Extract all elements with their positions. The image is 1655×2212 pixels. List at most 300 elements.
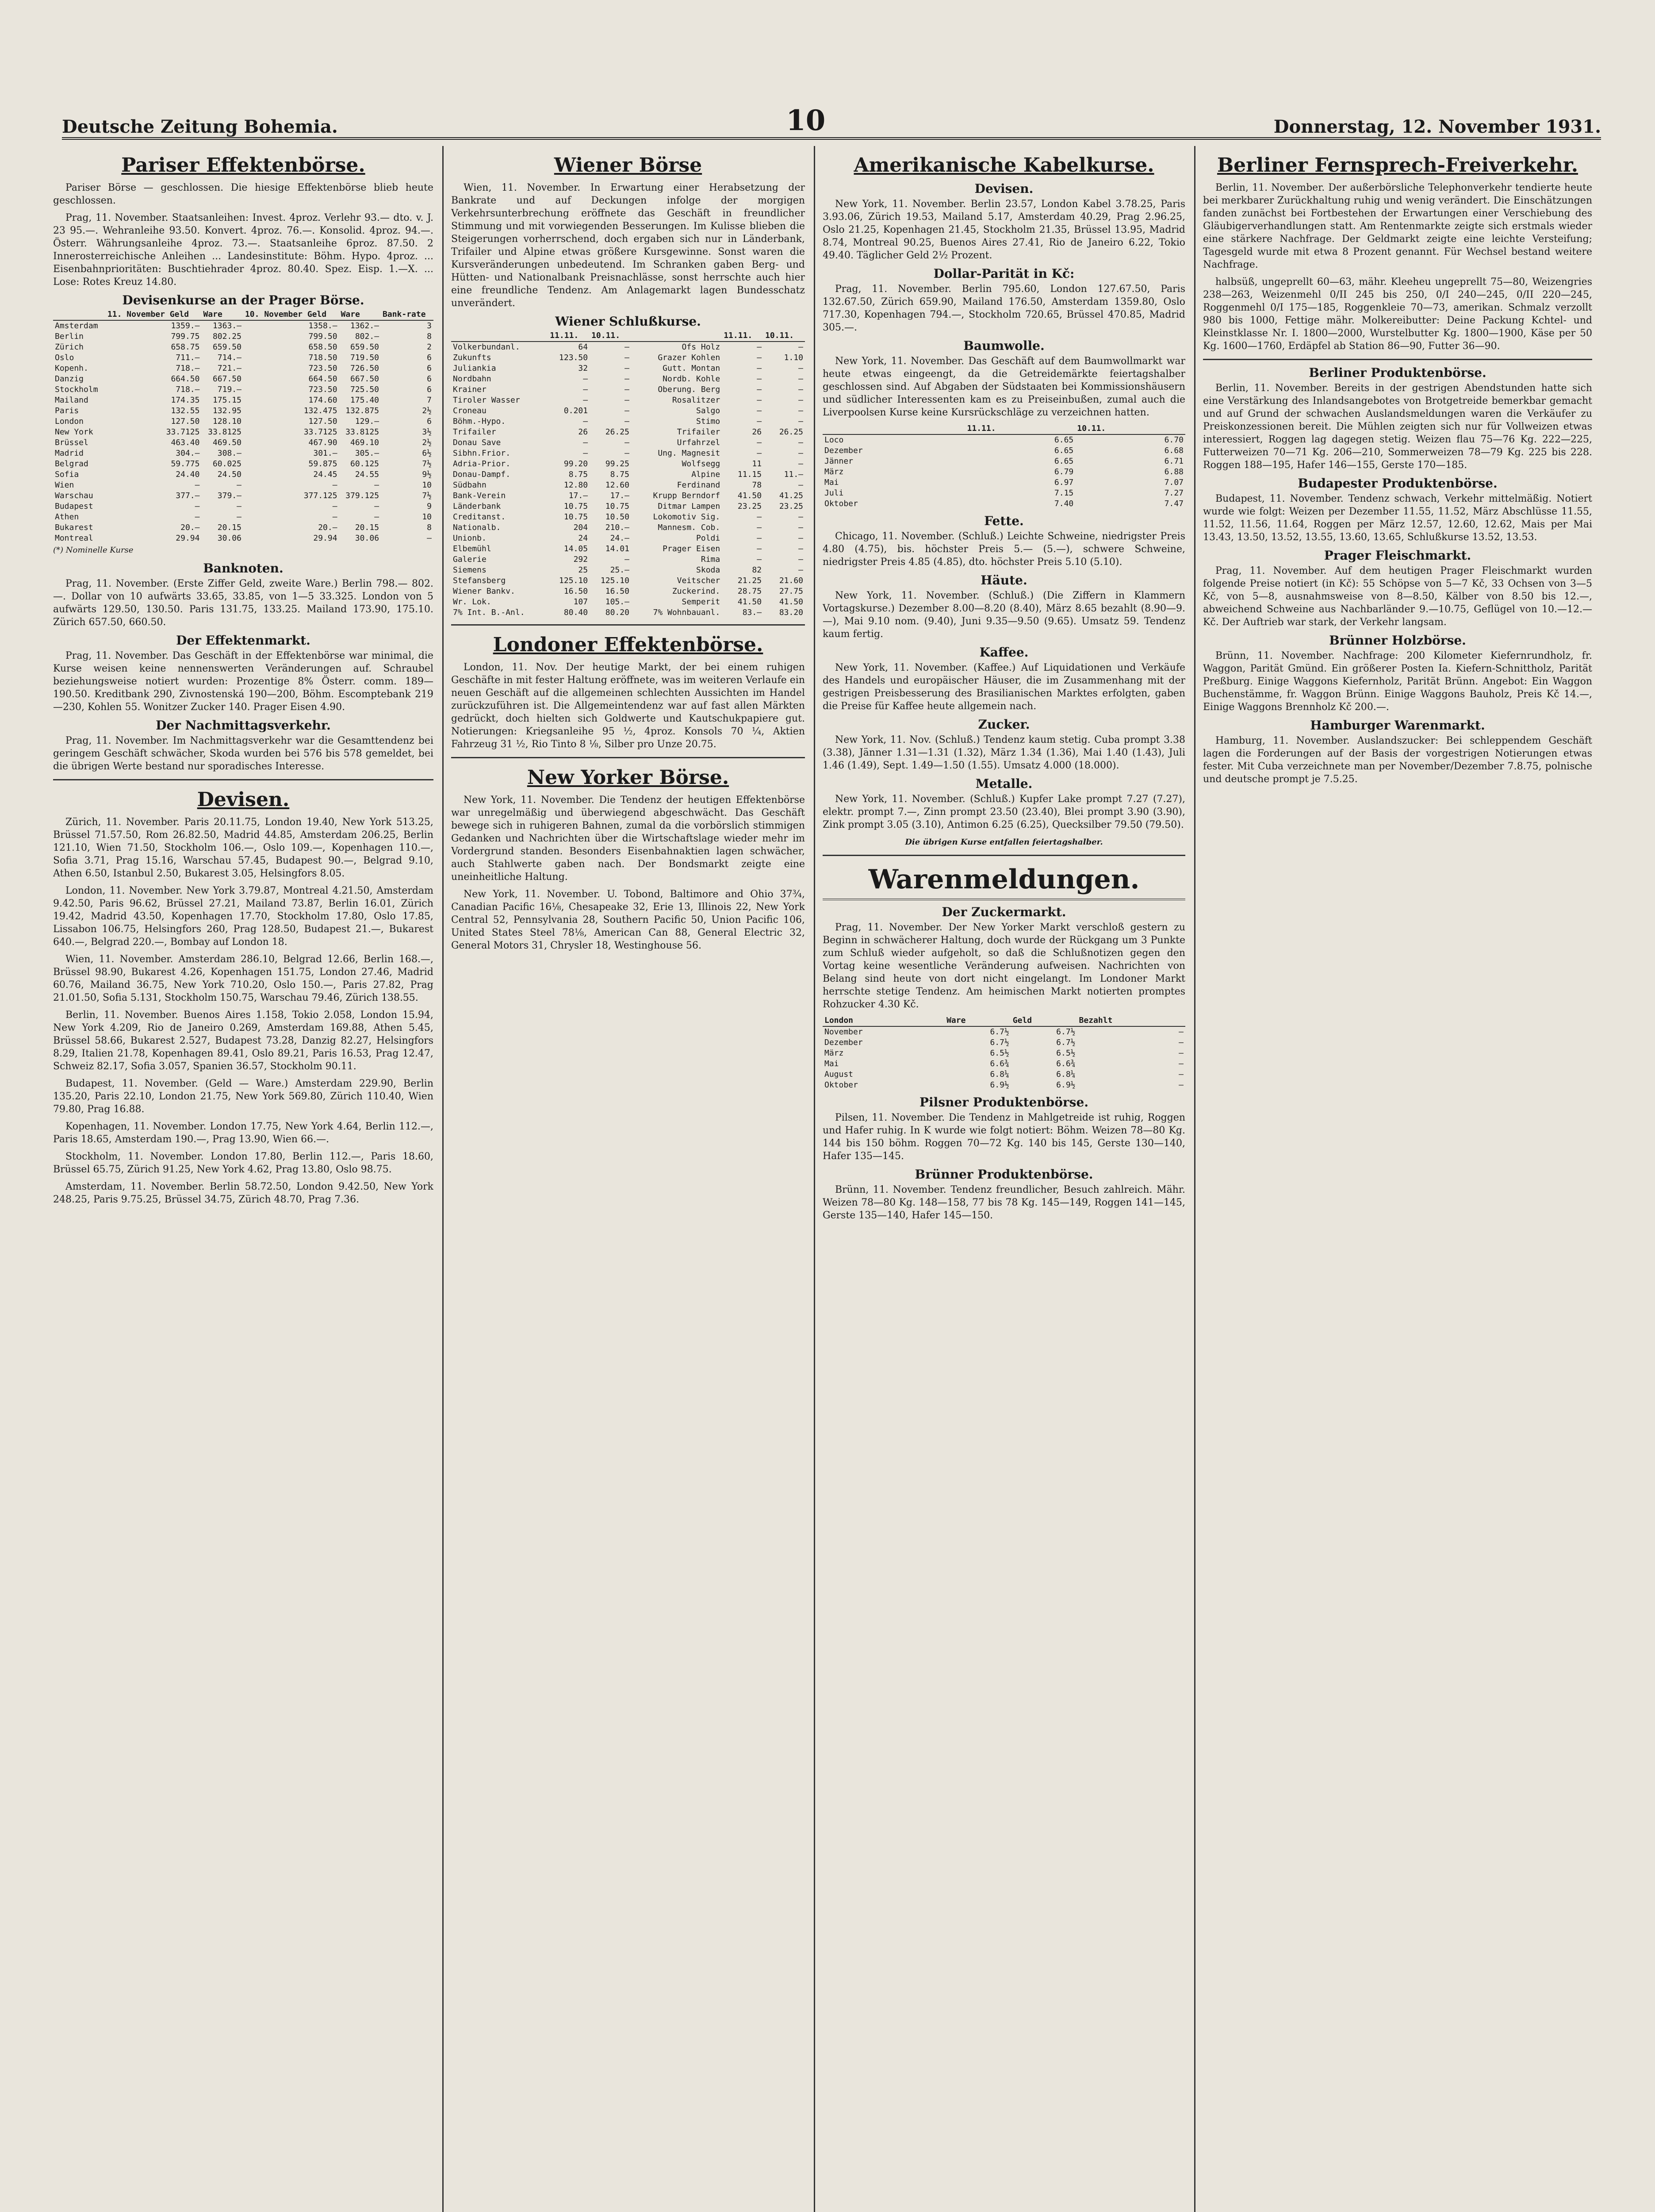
table-cell: Madrid [55, 449, 84, 458]
table-cell: — [798, 406, 803, 415]
table-header: London [823, 1015, 945, 1026]
table-header [451, 330, 548, 342]
schlusskurs-row [451, 565, 805, 576]
table-cell: 718.— [176, 385, 200, 394]
table-cell: 21.25 [737, 576, 762, 585]
article-text: New York, 11. November. (Kaffee.) Auf Liquidationen und Verkäufe des Handels und europäischer Häuser, die im Zusammenhang mit der gestrigen Preisbesserung des Brasilianischen Marktes erfolgten, gaben die Preise für Kaffee heute allgemein nach. [823, 662, 1185, 712]
table-cell: — [374, 480, 379, 490]
table-cell: 25.— [610, 565, 629, 575]
schlusskurs-row [451, 459, 805, 469]
table-cell: 105.— [605, 597, 629, 607]
table-cell: Nordbahn [453, 374, 491, 384]
table-cell: — [798, 534, 803, 543]
table-cell: 6 [427, 385, 432, 394]
table-cell: Athen [55, 512, 79, 522]
table-cell: 6.6¾ [1056, 1059, 1076, 1068]
newspaper-name: Deutsche Zeitung Bohemia. [62, 116, 338, 137]
table-cell: Rosalitzer [672, 396, 720, 405]
table-cell: 11.— [784, 470, 803, 479]
table-cell: 6.70 [1164, 435, 1184, 445]
table-cell: 7% Int. B.-Anl. [453, 608, 525, 617]
divider [823, 855, 1185, 856]
table-cell: 20.15 [217, 523, 241, 532]
table-cell: 33.8125 [208, 427, 241, 437]
devisen-row [53, 459, 433, 469]
table-cell: 174.35 [171, 396, 200, 405]
table-cell: 726.50 [350, 364, 379, 373]
table-cell: — [757, 449, 762, 458]
table-cell: Oslo [55, 353, 74, 362]
table-cell: Oktober [824, 1080, 858, 1090]
table-cell: — [1179, 1038, 1184, 1047]
zucker-row [823, 1059, 1185, 1069]
table-cell: 132.95 [212, 406, 241, 415]
table-cell: — [583, 417, 588, 426]
article-text: Zürich, 11. November. Paris 20.11.75, London 19.40, New York 513.25, Brüssel 71.57.50, Rom 26.82.50, Madrid 44.85, Amsterdam 206.25, Berlin 121.10, Wien 71.50, Stockholm 106.—, Oslo 109.—, Kopenhagen 110.—, Sofia 3.71, Prag 15.16, Warschau 57.45, Budapest 90.—, Belgrad 9.10, Athen 6.50, Istanbul 2.50, Bukarest 3.05, Helsingfors 8.05. [53, 817, 433, 879]
table-cell: Nationalb. [453, 523, 501, 532]
table-cell: 125.10 [600, 576, 629, 585]
table-cell: Mannesm. Cob. [658, 523, 720, 532]
table-cell: 308.— [217, 449, 241, 458]
table-cell: Stimo [696, 417, 720, 426]
subsection-title: Baumwolle. [963, 338, 1045, 353]
table-cell: London [55, 417, 84, 426]
table-cell: Poldi [696, 534, 720, 543]
table-cell: 127.50 [171, 417, 200, 426]
table-cell: — [757, 374, 762, 384]
table-cell: Galerie [453, 555, 487, 564]
table-cell: — [757, 534, 762, 543]
section-title: Devisen. [197, 788, 290, 811]
table-cell: Südbahn [453, 480, 487, 490]
article-text: London, 11. November. New York 3.79.87, Montreal 4.21.50, Amsterdam 9.42.50, Paris 96.62, Brüssel 27.21, Mailand 73.87, Berlin 16.01, Zürich 19.42, Madrid 43.50, Kopenhagen 17.70, Stockholm 17.80, Oslo 17.85, Lissabon 106.75, Helsingfors 260, Prag 128.50, Budapest 21.—, Bukarest 640.—, Belgrad 220.—, Bombay auf London 18. [53, 885, 433, 948]
table-cell: 78 [752, 480, 762, 490]
table-cell: Volkerbundanl. [453, 342, 520, 352]
table-cell: Amsterdam [55, 321, 98, 330]
article-text: Chicago, 11. November. (Schluß.) Leichte Schweine, niedrigster Preis 4.80 (4.75), bis. höchster Preis 5.— (5.—), schwere Schweine, niedrigster Preis 4.85 (4.85), dto. höchster Preis 5.10 (5.10). [823, 531, 1185, 568]
table-cell: 802.25 [212, 332, 241, 341]
table-cell: 723.50 [308, 385, 337, 394]
table-cell: — [237, 512, 241, 522]
table-cell: Krainer [453, 385, 487, 394]
table-cell: 377.125 [303, 491, 337, 500]
table-cell: 1.10 [784, 353, 803, 362]
table-cell: 14.05 [563, 544, 588, 553]
table-cell: Krupp Berndorf [653, 491, 720, 500]
article-text: New York, 11. November. (Schluß.) (Die Ziffern in Klammern Vortagskurse.) Dezember 8.00—8.20 (8.40), März 8.65 bezahlt (8.90—9.—), Mai 9.10 nom. (9.40), Juni 9.35—9.50 (9.65). Umsatz 59. Tendenz kaum fertig. [823, 590, 1185, 640]
table-cell: Paris [55, 406, 79, 415]
baumwolle-row [823, 456, 1185, 467]
table-cell: — [798, 555, 803, 564]
table-cell: Siemens [453, 565, 487, 575]
table-cell: — [798, 374, 803, 384]
schlusskurs-row [451, 512, 805, 522]
table-cell: — [798, 438, 803, 447]
table-cell: 41.50 [737, 597, 762, 607]
table-cell: 10 [422, 512, 432, 522]
table-cell: 7 [427, 396, 432, 405]
table-cell: Ferdinand [677, 480, 720, 490]
baumwolle-table [823, 423, 1185, 509]
article-text: halbsüß, ungeprellt 60—63, mähr. Kleeheu ungeprellt 75—80, Weizengries 238—263, Weizenmehl 0/II 245 bis 250, 0/I 240—245, 0/II 220—245, Roggenmehl 0/I 175—185, Roggenkleie 70—73, amerikan. Schmalz verzollt 980 bis 1000, Fettige mähr. Molkereibutter: Deine Packung Kchtel- und Kleinstklasse Nr. I. 1800—2000, Wurstelbutter Kg. 1800—1900, Käse per 50 Kg. 1600—1760, Erdäpfel ab Station 86—90, Futter 36—90. [1203, 276, 1592, 352]
table-cell: 658.50 [308, 342, 337, 352]
schlusskurs-row [451, 576, 805, 586]
table-cell: 1362.— [350, 321, 379, 330]
section-title: Prager Fleischmarkt. [1324, 548, 1471, 563]
table-cell: — [583, 449, 588, 458]
devisen-table [53, 309, 433, 544]
table-cell: — [757, 438, 762, 447]
schlusskurs-row [451, 607, 805, 618]
table-cell: 469.10 [350, 438, 379, 447]
table-cell: Nordb. Kohle [663, 374, 720, 384]
table-cell: 6.7½ [990, 1038, 1009, 1047]
table-cell: 132.55 [171, 406, 200, 415]
table-cell: 29.94 [176, 534, 200, 543]
table-cell: — [583, 396, 588, 405]
table-cell: Zukunfts [453, 353, 491, 362]
table-cell: — [1179, 1059, 1184, 1068]
table-cell: — [195, 512, 200, 522]
table-cell: Kopenh. [55, 364, 88, 373]
table-cell: 33.7125 [303, 427, 337, 437]
devisen-row [53, 448, 433, 459]
subsection-title: Devisen. [974, 181, 1034, 196]
table-cell: — [798, 417, 803, 426]
table-cell: Dezember [824, 1038, 863, 1047]
table-cell: 10.50 [605, 512, 629, 522]
table-cell: Brüssel [55, 438, 88, 447]
table-cell: 17.— [610, 491, 629, 500]
table-cell: 719.50 [350, 353, 379, 362]
schlusskurs-row [451, 544, 805, 554]
table-cell: Wiener Bankv. [453, 587, 515, 596]
table-cell: 718.— [176, 364, 200, 373]
schlusskurs-row [451, 480, 805, 491]
table-cell: — [624, 374, 629, 384]
table-cell: 6.5½ [1056, 1048, 1076, 1058]
article-text: New York, 11. November. Das Geschäft auf dem Baumwollmarkt war heute etwas eingeengt, da die Getreidemärkte feiertagshalber geschlossen sind. Auf Abgaben der Südstaaten bei Kommissionshäusern und südlicher Interessenten kam es zu Preiseinbußen, zumal auch die Liverpoolsen Kurse keine Kursrückschläge zu verzeichnen hatten. [823, 356, 1185, 418]
table-cell: Semperit [682, 597, 720, 607]
schlusskurs-row [451, 533, 805, 544]
table-cell: — [757, 512, 762, 522]
table-cell: — [583, 374, 588, 384]
table-cell: — [798, 459, 803, 469]
table-cell: Grazer Kohlen [658, 353, 720, 362]
baumwolle-row [823, 434, 1185, 445]
zucker-row [823, 1080, 1185, 1091]
devisen-row [53, 363, 433, 374]
table-cell: Tiroler Wasser [453, 396, 520, 405]
table-cell: Stefansberg [453, 576, 506, 585]
table-cell: 6.68 [1164, 446, 1184, 455]
section-title: Der Effektenmarkt. [176, 633, 310, 648]
table-cell: 469.50 [212, 438, 241, 447]
table-cell: Wien [55, 480, 74, 490]
divider [1203, 359, 1592, 360]
table-header: Bezahlt [1077, 1015, 1185, 1026]
page-header [62, 102, 1601, 140]
table-cell: — [332, 502, 337, 511]
table-cell: 659.50 [212, 342, 241, 352]
table-cell: 711.— [176, 353, 200, 362]
table-cell: 59.775 [171, 459, 200, 469]
zucker-row [823, 1048, 1185, 1059]
table-cell: 377.— [176, 491, 200, 500]
table-cell: 6.88 [1164, 467, 1184, 476]
table-cell: 10 [422, 480, 432, 490]
table-cell: 6.7½ [990, 1027, 1009, 1037]
table-cell: 659.50 [350, 342, 379, 352]
table-cell: 799.50 [308, 332, 337, 341]
table-cell: 80.20 [605, 608, 629, 617]
table-cell: — [798, 523, 803, 532]
article-text: Berlin, 11. November. Buenos Aires 1.158, Tokio 2.058, London 15.94, New York 4.209, Rio de Janeiro 0.269, Amsterdam 169.88, Athen 5.45, Brüssel 58.66, Bukarest 2.527, Budapest 73.28, Danzig 82.27, Helsingfors 8.29, Italien 21.78, Kopenhagen 89.41, Oslo 89.21, Paris 16.53, Prag 12.47, Schweiz 82.17, Sofia 3.057, Spanien 36.57, Stockholm 90.11. [53, 1010, 433, 1072]
table-cell: 127.50 [308, 417, 337, 426]
article-text: Stockholm, 11. November. London 17.80, Berlin 112.—, Paris 18.60, Brüssel 65.75, Zürich 91.25, New York 4.62, Prag 13.80, Oslo 98.75. [53, 1151, 433, 1175]
table-cell: — [374, 512, 379, 522]
table-cell: — [798, 396, 803, 405]
zucker-row [823, 1069, 1185, 1080]
table-cell: Sofia [55, 470, 79, 479]
zucker-row [823, 1026, 1185, 1037]
section-title: Amerikanische Kabelkurse. [854, 154, 1154, 177]
table-cell: Dezember [824, 446, 863, 455]
article-text: Pilsen, 11. November. Die Tendenz in Mahlgetreide ist ruhig, Roggen und Hafer ruhig. In K wurde wie folgt notiert: Böhm. Weizen 78—80 Kg. 144 bis 150 böhm. Roggen 70—72 Kg. 140 bis 145, Gerste 130—140, Hafer 135—145. [823, 1112, 1185, 1162]
table-cell: 7.40 [1054, 499, 1074, 508]
table-cell: Skoda [696, 565, 720, 575]
issue-date: Donnerstag, 12. November 1931. [1273, 116, 1601, 137]
devisen-row [53, 469, 433, 480]
table-cell: 26.25 [605, 427, 629, 437]
table-cell: 132.875 [345, 406, 379, 415]
table-cell: Donau-Dampf. [453, 470, 511, 479]
table-cell: 60.025 [212, 459, 241, 469]
article-text: New York, 11. November. U. Tobond, Baltimore and Ohio 37¾, Canadian Pacific 16⅛, Chesapeake 32, Erie 13, Illinois 22, New York Central 52, Pennsylvania 28, Southern Pacific 50, Union Pacific 106, United States Steel 78⅛, American Can 88, General Electric 32, General Motors 31, Chrysler 18, Westinghouse 56. [451, 889, 805, 951]
table-cell: 6.7½ [1056, 1038, 1076, 1047]
table-cell: — [624, 364, 629, 373]
article-text: Berlin, 11. November. Der außerbörsliche Telephonverkehr tendierte heute bei merkbarer Zurückhaltung ruhig und wenig verändert. Die Einschätzungen fanden zunächst bei Fortbestehen der Erwartungen einer Verschiebung des Gläubigerverhandlungen statt. Am Rentenmarkte zeigte sich erstmals wieder eine stärkere Nachfrage. Der Geldmarkt zeigte eine leichte Versteifung; Tagesgeld wurde mit etwa 8 Prozent genannt. Für Wechsel bestand weitere Nachfrage. [1203, 182, 1592, 270]
table-cell: New York [55, 427, 93, 437]
table-cell: 721.— [217, 364, 241, 373]
table-cell: 107 [573, 597, 588, 607]
table-cell: 8 [427, 332, 432, 341]
table-header: 10.11. [590, 330, 631, 342]
subsection-title: Pilsner Produktenbörse. [919, 1095, 1089, 1110]
table-cell: Zürich [55, 342, 84, 352]
table-cell: 8 [427, 523, 432, 532]
table-cell: 80.40 [563, 608, 588, 617]
table-cell: 2 [427, 342, 432, 352]
table-cell: — [624, 417, 629, 426]
table-cell: 6.71 [1164, 457, 1184, 466]
table-cell: — [757, 555, 762, 564]
table-cell: 1363.— [212, 321, 241, 330]
table-cell: 718.50 [308, 353, 337, 362]
schlusskurs-row [451, 491, 805, 501]
devisen-row [53, 416, 433, 427]
table-cell: 99.20 [563, 459, 588, 469]
table-header: 11. November Geld [106, 309, 202, 320]
table-cell: Croneau [453, 406, 487, 415]
table-cell: — [757, 364, 762, 373]
schlusskurs-row [451, 501, 805, 512]
devisen-row [53, 342, 433, 353]
table-cell: 9½ [422, 470, 432, 479]
schlusskurs-row [451, 438, 805, 448]
table-cell: — [624, 396, 629, 405]
table-cell: 725.50 [350, 385, 379, 394]
table-cell: 1358.— [308, 321, 337, 330]
table-cell: 204 [573, 523, 588, 532]
table-cell: 463.40 [171, 438, 200, 447]
table-cell: Sibhn.Frior. [453, 449, 511, 458]
schlusskurs-row [451, 363, 805, 374]
table-cell: März [824, 1048, 844, 1058]
section-title: Budapester Produktenbörse. [1298, 476, 1498, 491]
section-title: Londoner Effektenbörse. [493, 634, 763, 656]
table-cell: 2½ [422, 406, 432, 415]
devisen-row [53, 533, 433, 544]
table-cell: Budapest [55, 502, 93, 511]
table-cell: Lokomotiv Sig. [653, 512, 720, 522]
table-cell: 6 [427, 417, 432, 426]
table-cell: 32 [578, 364, 588, 373]
table-cell: 26 [752, 427, 762, 437]
table-cell: Donau Save [453, 438, 501, 447]
table-cell: 23.25 [779, 502, 803, 511]
table-cell: 125.10 [559, 576, 588, 585]
table-cell: 210.— [605, 523, 629, 532]
divider [451, 624, 805, 626]
table-cell: 128.10 [212, 417, 241, 426]
table-cell: Ditmar Lampen [658, 502, 720, 511]
table-cell: 82 [752, 565, 762, 575]
table-cell: 24 [578, 534, 588, 543]
table-cell: 60.125 [350, 459, 379, 469]
article-text: Prag, 11. November. Berlin 795.60, London 127.67.50, Paris 132.67.50, Zürich 659.90, Mailand 176.50, Amsterdam 1359.80, Oslo 717.30, Kopenhagen 794.—, Stockholm 720.65, Brüssel 470.85, Madrid 305.—. [823, 284, 1185, 333]
table-cell: 6.79 [1054, 467, 1074, 476]
table-cell: 20.— [180, 523, 200, 532]
baumwolle-row [823, 499, 1185, 509]
table-cell: November [824, 1027, 863, 1037]
table-cell: 6.5½ [990, 1048, 1009, 1058]
table-cell: 11.15 [737, 470, 762, 479]
subsection-title: Häute. [981, 573, 1027, 588]
subsection-title: Dollar-Parität in Kč: [933, 266, 1075, 281]
column-3 [823, 146, 1185, 2212]
article-text: Brünn, 11. November. Nachfrage: 200 Kilometer Kiefernrundholz, fr. Waggon, Parität Gmünd. Ein größerer Posten Ia. Kiefern-Schnittholz, Parität Preßburg. Einige Waggons Kiefernholz, Parität Brünn. Angebot: Ein Waggon Buchenstämme, fr. Waggon Brünn. Einige Waggons Bauholz, Preis Kč 14.—, Einige Waggons Brennholz Kč 200.—. [1203, 650, 1592, 713]
table-cell: 41.50 [779, 597, 803, 607]
table-cell: 7% Wohnbauanl. [653, 608, 720, 617]
table-cell: Ofs Holz [682, 342, 720, 352]
table-cell: 14.01 [605, 544, 629, 553]
table-cell: 29.94 [313, 534, 337, 543]
table-cell: 24.50 [217, 470, 241, 479]
table-cell: 16.50 [605, 587, 629, 596]
table-cell: Rima [701, 555, 720, 564]
table-cell: August [824, 1070, 854, 1079]
table-cell: Oberung. Berg [658, 385, 720, 394]
table-cell: Trifailer [677, 427, 720, 437]
section-title: Wiener Börse [554, 154, 702, 177]
table-cell: 83.— [742, 608, 762, 617]
table-cell: Juliankia [453, 364, 496, 373]
table-cell: — [624, 449, 629, 458]
baumwolle-row [823, 477, 1185, 488]
table-cell: Oktober [824, 499, 858, 508]
table-cell: Alpine [691, 470, 720, 479]
table-cell: 12.80 [563, 480, 588, 490]
article-text: Wien, 11. November. Amsterdam 286.10, Belgrad 12.66, Berlin 168.—, Brüssel 98.90, Bukarest 4.26, Kopenhagen 151.75, London 27.46, Madrid 60.76, Mailand 36.75, New York 710.20, Oslo 150.—, Paris 27.82, Prag 21.01.50, Sofia 5.131, Stockholm 150.75, Warschau 79.46, Zürich 138.55. [53, 954, 433, 1003]
table-header [53, 309, 106, 320]
table-cell: — [798, 449, 803, 458]
schlusskurs-row [451, 554, 805, 565]
table-cell: 8.75 [610, 470, 629, 479]
baumwolle-row [823, 467, 1185, 477]
table-header: Ware [945, 1015, 1011, 1026]
table-cell: 292 [573, 555, 588, 564]
table-cell: 23.25 [737, 502, 762, 511]
article-text: Prag, 11. November. Das Geschäft in der Effektenbörse war minimal, die Kurse weisen keine nennenswerten Veränderungen auf. Schraubel beziehungsweise notiert wurden: Prozentige 8% Österr. comm. 189—190.50. Kreditbank 290, Zivnostenská 190—200, Böhm. Escomptebank 219—230, Kohlen 55. Wonitzer Zucker 140. Prager Eisen 4.90. [53, 650, 433, 713]
table-header: 10.11. [763, 330, 805, 342]
table-cell: — [798, 512, 803, 522]
table-cell: Wolfsegg [682, 459, 720, 469]
table-cell: 64 [578, 342, 588, 352]
table-cell: Jänner [824, 457, 854, 466]
table-cell: Gutt. Montan [663, 364, 720, 373]
table-cell: 6.7½ [1056, 1027, 1076, 1037]
table-cell: — [237, 502, 241, 511]
subsection-title: Brünner Produktenbörse. [915, 1167, 1093, 1182]
table-cell: 123.50 [559, 353, 588, 362]
table-cell: 8.75 [568, 470, 588, 479]
table-cell: Länderbank [453, 502, 501, 511]
devisen-row [53, 395, 433, 406]
section-title: Der Nachmittagsverkehr. [156, 718, 331, 733]
table-cell: — [798, 342, 803, 352]
table-cell: — [624, 342, 629, 352]
table-cell: — [583, 385, 588, 394]
table-cell: 25 [578, 565, 588, 575]
table-cell: — [798, 480, 803, 490]
table-cell: — [798, 544, 803, 553]
table-cell: Creditanst. [453, 512, 506, 522]
table-cell: 667.50 [212, 374, 241, 384]
table-cell: 723.50 [308, 364, 337, 373]
devisen-row [53, 480, 433, 491]
article-text: Budapest, 11. November. (Geld — Ware.) Amsterdam 229.90, Berlin 135.20, Paris 22.10, London 21.75, New York 569.80, Zürich 110.40, Wien 79.80, Prag 16.88. [53, 1078, 433, 1115]
table-cell: 20.— [318, 523, 337, 532]
table-cell: 6½ [422, 449, 432, 458]
table-header: 10.11. [1075, 423, 1185, 434]
devisen-row [53, 501, 433, 512]
table-header: 11.11. [548, 330, 590, 342]
table-cell: — [332, 512, 337, 522]
section-title: Brünner Holzbörse. [1329, 633, 1466, 648]
table-cell: — [757, 523, 762, 532]
article-text: Berlin, 11. November. Bereits in der gestrigen Abendstunden hatte sich eine Verstärkung des Inlandsangebotes von Brotgetreide bemerkbar gemacht und auf Grund der schwachen Auslandsmeldungen waren die Verkäufer zu Preiskonzessionen bereit. Die Mühlen zeigten sich nur für Vollweizen etwas interessiert, Roggen lag dagegen stetig. Weizen flau 75—76 Kg. 222—225, Futterweizen 70—71 Kg. 206—210, Sommerweizen 78—79 Kg. 225 bis 228. Roggen 188—195, Hafer 146—155, Gerste 170—185. [1203, 383, 1592, 471]
divider [451, 757, 805, 758]
schlusskurs-row [451, 522, 805, 533]
section-title: Berliner Produktenbörse. [1309, 365, 1486, 380]
table-cell: — [624, 406, 629, 415]
table-cell: Berlin [55, 332, 84, 341]
table-cell: Böhm.-Hypo. [453, 417, 506, 426]
article-text: Hamburg, 11. November. Auslandszucker: Bei schleppendem Geschäft lagen die Forderungen auf der Basis der vorgestrigen Notierungen etwas fester. Mit Cuba verzeichnete man per November/Dezember 7.8.75, polnische und deutsche prompt je 7.5.25. [1203, 735, 1592, 785]
table-cell: — [374, 502, 379, 511]
table-cell: 467.90 [308, 438, 337, 447]
